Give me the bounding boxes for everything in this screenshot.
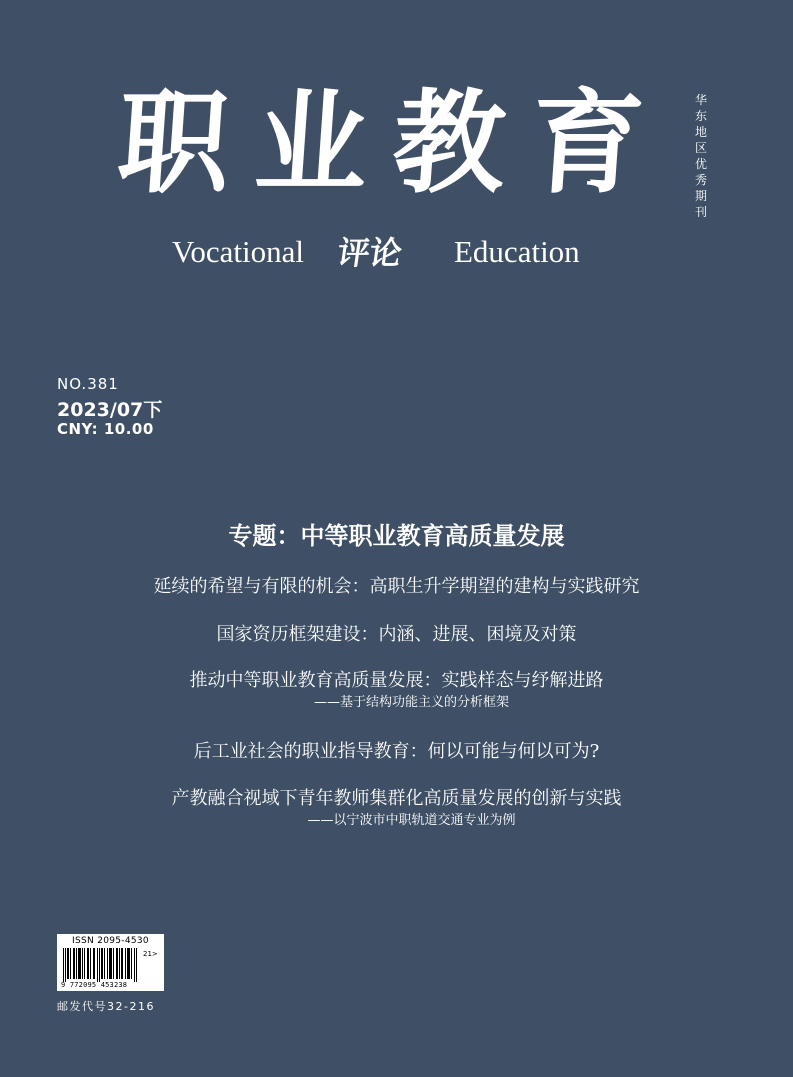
barcode-digits: 9 772095 453238 bbox=[61, 981, 128, 989]
journal-honor-tag: 华东地区优秀期刊 bbox=[694, 93, 707, 219]
subtitle-vocational: Vocational bbox=[172, 234, 305, 269]
article-subtitle: ——以宁波市中职轨道交通专业为例 bbox=[307, 813, 516, 828]
issue-price: CNY: 10.00 bbox=[57, 420, 154, 438]
article-title: 后工业社会的职业指导教育：何以可能与何以可为? bbox=[193, 741, 600, 762]
masthead-char-3: 教 bbox=[388, 78, 510, 209]
masthead-char-2: 业 bbox=[251, 78, 373, 209]
article-title: 产教融合视域下青年教师集群化高质量发展的创新与实践 bbox=[171, 788, 622, 809]
masthead-title bbox=[113, 78, 648, 209]
barcode-addon: 21> bbox=[143, 950, 158, 958]
barcode bbox=[57, 934, 164, 991]
postal-code: 邮发代号32-216 bbox=[57, 1000, 155, 1013]
issue-number: NO.381 bbox=[57, 375, 119, 393]
subtitle-review: 评论 bbox=[335, 234, 405, 272]
article-title: 延续的希望与有限的机会：高职生升学期望的建构与实践研究 bbox=[153, 576, 640, 597]
issue-date: 2023/07下 bbox=[57, 399, 163, 421]
issn-label: ISSN 2095-4530 bbox=[72, 936, 149, 946]
article-title: 推动中等职业教育高质量发展：实践样态与纾解进路 bbox=[189, 670, 604, 691]
masthead-char-4: 育 bbox=[526, 78, 648, 209]
subtitle-education: Education bbox=[454, 234, 580, 269]
article-title: 国家资历框架建设：内涵、进展、困境及对策 bbox=[216, 624, 577, 645]
special-topic-heading: 专题：中等职业教育高质量发展 bbox=[228, 521, 565, 550]
masthead-subtitle bbox=[172, 228, 597, 272]
masthead-char-1: 职 bbox=[113, 78, 235, 209]
article-subtitle: ——基于结构功能主义的分析框架 bbox=[313, 695, 509, 710]
barcode-bars bbox=[63, 948, 139, 982]
